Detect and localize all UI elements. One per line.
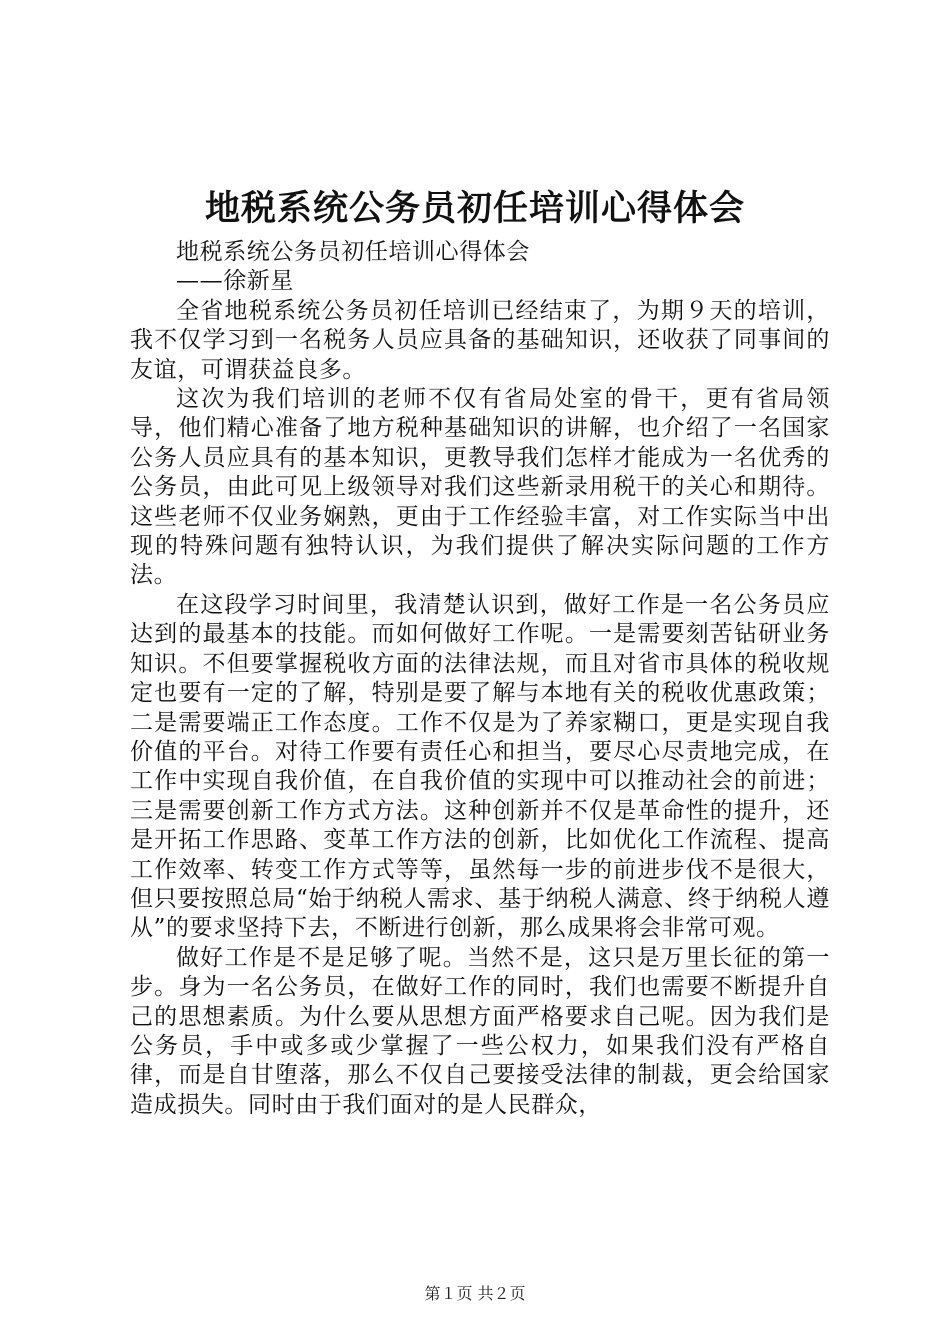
body-paragraph: 这次为我们培训的老师不仅有省局处室的骨干，更有省局领导，他们精心准备了地方税种基础知识的讲解，也介绍了一名国家公务人员应具有的基本知识，更教导我们怎样才能成为一名优秀的公务员，由此可见上级领导对我们这些新录用税干的关心和期待。这些老师不仅业务娴熟，更由于工作经验丰富，对工作实际当中出现的特殊问题有独特认识，为我们提供了解决实际问题的工作方法。 (130, 386, 830, 589)
author-line: ——徐新星 (176, 268, 294, 295)
body-paragraph: 全省地税系统公务员初任培训已经结束了，为期９天的培训，我不仅学习到一名税务人员应具备的基础知识，还收获了同事间的友谊，可谓获益良多。 (130, 297, 830, 383)
subtitle-paragraph: 地税系统公务员初任培训心得体会 (176, 239, 530, 265)
document-body (130, 238, 830, 1120)
document-title: 地税系统公务员初任培训心得体会 (204, 188, 745, 229)
body-paragraph: 在这段学习时间里，我清楚认识到，做好工作是一名公务员应达到的最基本的技能。而如何做好工作呢。一是需要刻苦钻研业务知识。不但要掌握税收方面的法律法规，而且对省市具体的税收规定也要有一定的了解，特别是要了解与本地有关的税收优惠政策；二是需要端正工作态度。工作不仅是为了养家糊口，更是实现自我价值的平台。对待工作要有责任心和担当，要尽心尽责地完成，在工作中实现自我价值，在自我价值的实现中可以推动社会的前进；三是需要创新工作方式方法。这种创新并不仅是革命性的提升，还是开拓工作思路、变革工作方法的创新，比如优化工作流程、提高工作效率、转变工作方式等等，虽然每一步的前进步伐不是很大，但只要按照总局“始于纳税人需求、基于纳税人满意、终于纳税人遵从”的要求坚持下去，不断进行创新，那么成果将会非常可观。 (130, 591, 830, 942)
page-footer: 第１页 共２页 (424, 1284, 526, 1303)
body-paragraph: 做好工作是不是足够了呢。当然不是，这只是万里长征的第一步。身为一名公务员，在做好工作的同时，我们也需要不断提升自己的思想素质。为什么要从思想方面严格要求自己呢。因为我们是公务员，手中或多或少掌握了一些公权力，如果我们没有严格自律，而是自甘堕落，那么不仅自己要接受法律的制裁，更会给国家造成损失。同时由于我们面对的是人民群众， (130, 944, 830, 1118)
